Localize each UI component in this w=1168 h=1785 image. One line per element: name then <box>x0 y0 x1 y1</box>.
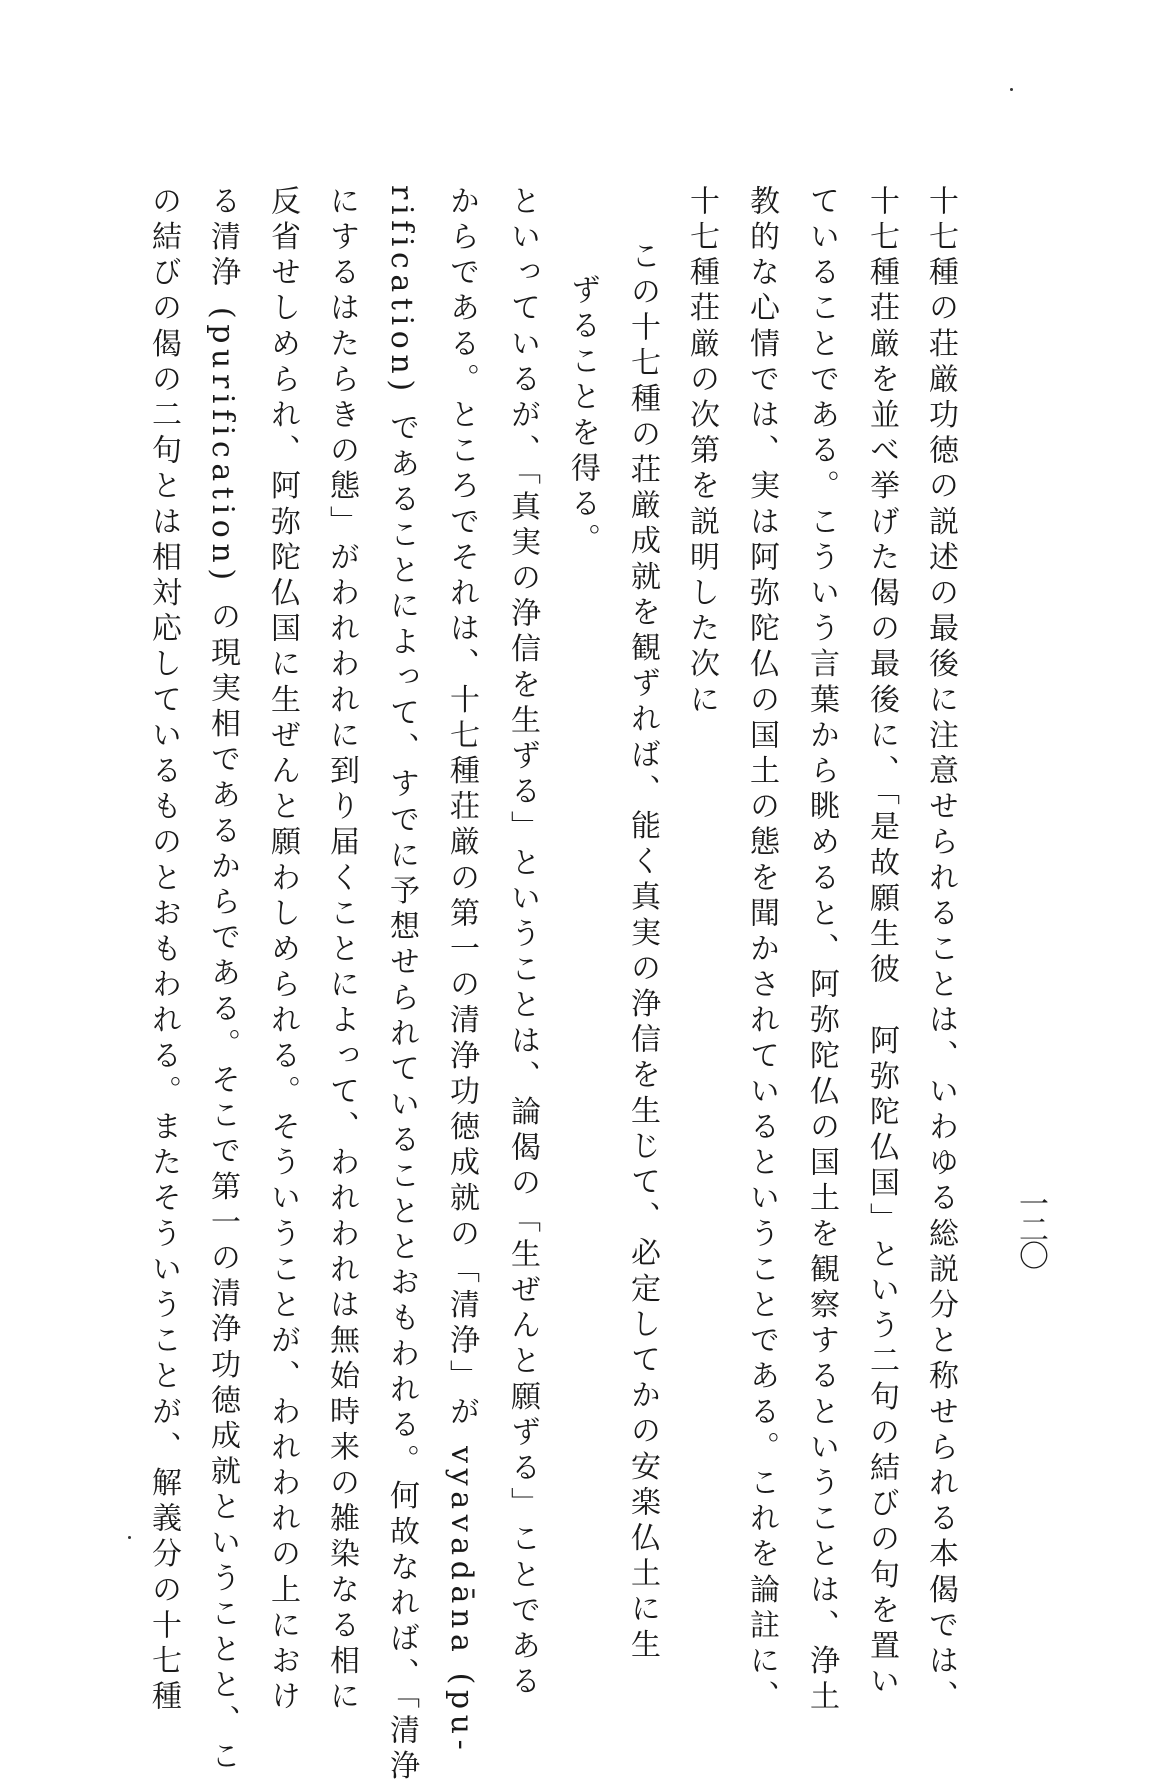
text-line-3: ていることである。こういう言葉から眺めると、阿弥陀仏の国土を観察するということは、浄土 <box>804 185 839 1716</box>
text-line-9: にするはたらきの態」がわれわれに到り届くことによって、われわれは無始時来の雑染なる相に <box>324 185 359 1716</box>
text-line-4: 教的な心情では、実は阿弥陀仏の国土の態を聞かされているということである。これを論註に、 <box>744 185 779 1716</box>
text-line-8: rification) であることによって、すでに予想せられていることとおもわれる。何故なれば、「清浄 <box>384 185 419 1785</box>
text-line-6: といっているが、「真実の浄信を生ずる」ということは、論偈の「生ぜんと願ずる」ことである <box>505 185 540 1701</box>
text-line-1: 十七種の荘厳功徳の説述の最後に注意せられることは、いわゆる総説分と称せられる本偈では、 <box>923 185 958 1716</box>
text-line-11: る清浄 (purification) の現実相であるからである。そこで第一の清浄功徳成就ということと、こ <box>205 185 240 1776</box>
text-line-2: 十七種荘厳を並べ挙げた偈の最後に、「是故願生彼 阿弥陀仏国」という二句の結びの句を置い <box>864 185 899 1701</box>
text-line-7: からである。ところでそれは、十七種荘厳の第一の清浄功徳成就の「清浄」が vyavadāna (pu- <box>444 185 479 1756</box>
text-line-12: の結びの偈の二句とは相対応しているものとおもわれる。またそういうことが、解義分の十七種 <box>146 185 181 1716</box>
page-number: 一二〇 <box>1013 1188 1048 1266</box>
text-line-10: 反省せしめられ、阿弥陀仏国に生ぜんと願わしめられる。そういうことが、われわれの上におけ <box>265 185 300 1716</box>
scan-speck <box>1010 88 1013 91</box>
quote-line-2: ずることを得る。 <box>565 274 600 559</box>
text-line-5: 十七種荘厳の次第を説明した次に <box>684 185 719 719</box>
quote-line-1: この十七種の荘厳成就を観ずれば、能く真実の浄信を生じて、必定してかの安楽仏土に生 <box>625 240 660 1664</box>
scan-speck <box>128 1536 131 1539</box>
